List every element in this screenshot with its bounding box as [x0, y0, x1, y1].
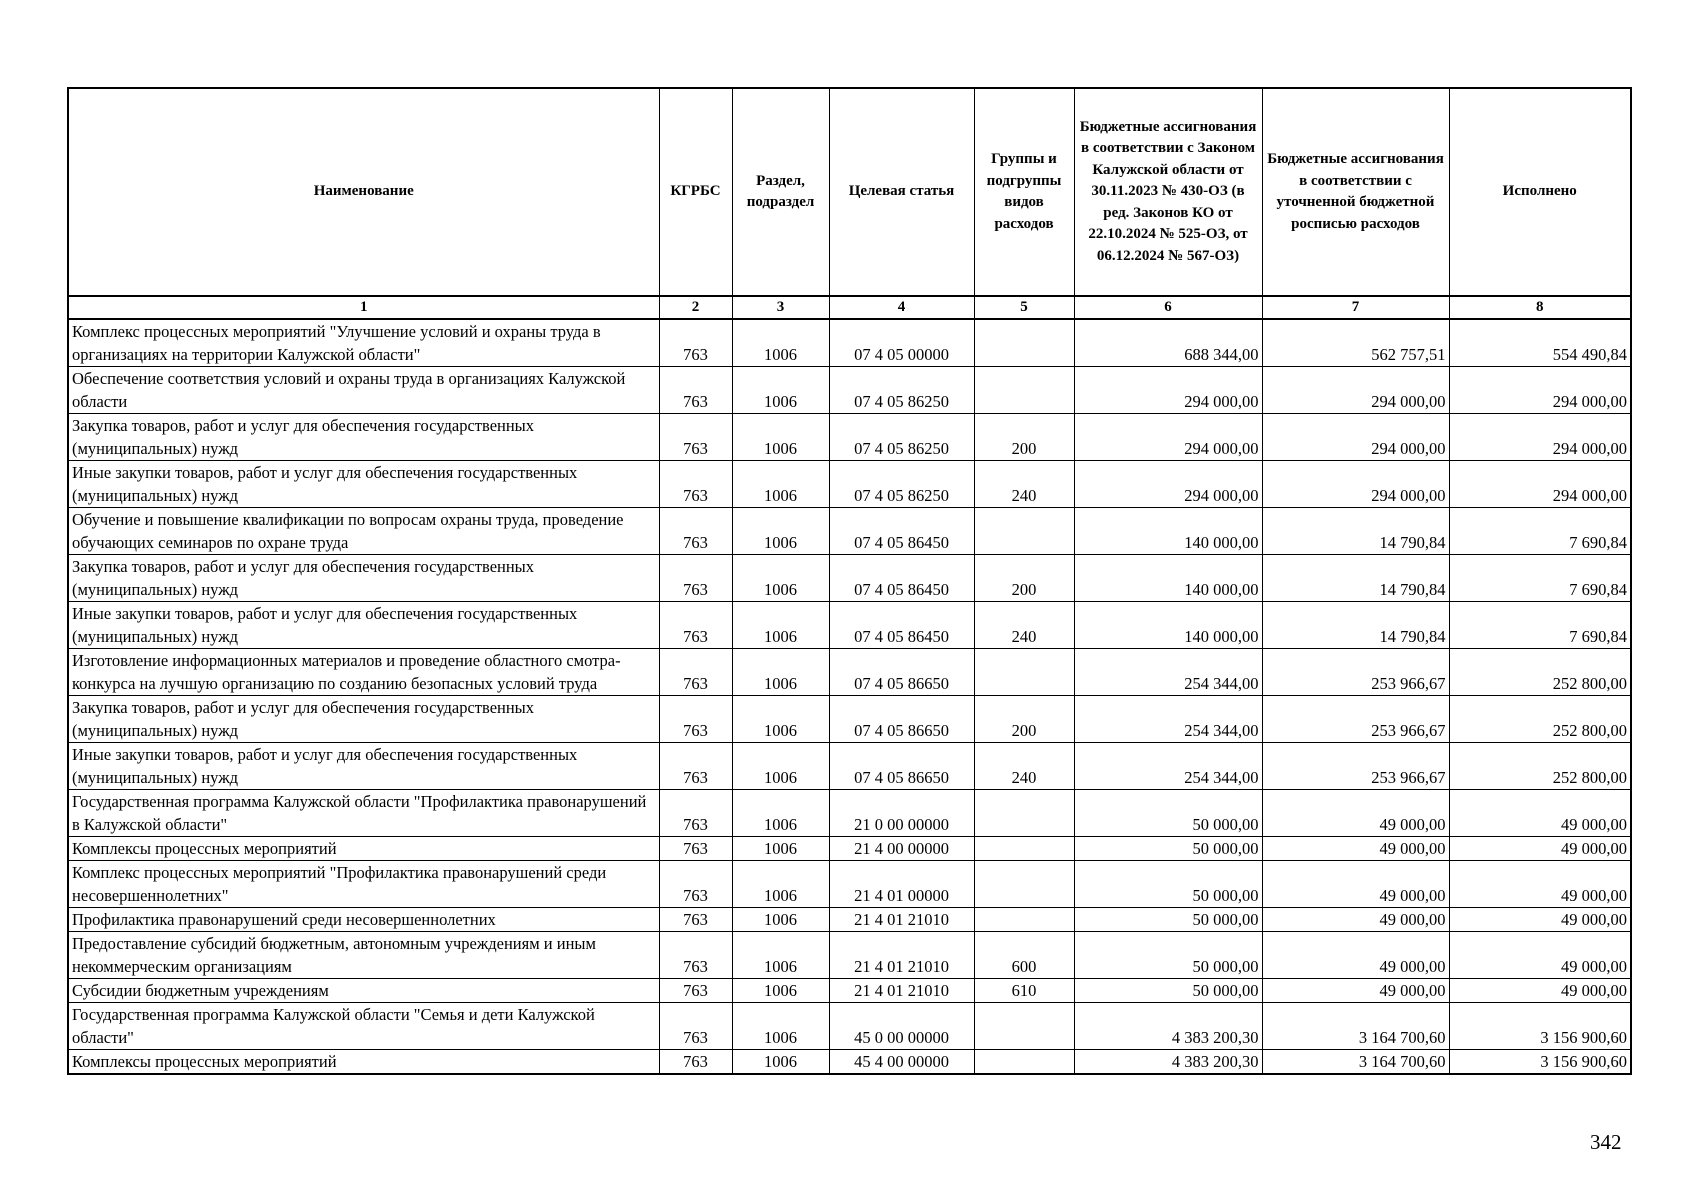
cell-kgrbs: 763 [659, 1050, 732, 1075]
cell-executed: 3 156 900,60 [1449, 1050, 1631, 1075]
cell-section: 1006 [732, 743, 829, 790]
cell-name: Обеспечение соответствия условий и охраны труда в организациях Калужской области [68, 367, 659, 414]
table-row [68, 861, 1631, 908]
cell-executed: 252 800,00 [1449, 743, 1631, 790]
cell-name: Закупка товаров, работ и услуг для обеспечения государственных (муниципальных) нужд [68, 696, 659, 743]
cell-law-allocations: 50 000,00 [1074, 932, 1262, 979]
column-number: 3 [732, 296, 829, 319]
table-row [68, 743, 1631, 790]
cell-law-allocations: 140 000,00 [1074, 602, 1262, 649]
cell-executed: 252 800,00 [1449, 696, 1631, 743]
cell-section: 1006 [732, 1003, 829, 1050]
cell-name: Закупка товаров, работ и услуг для обеспечения государственных (муниципальных) нужд [68, 414, 659, 461]
table-row [68, 508, 1631, 555]
cell-section: 1006 [732, 932, 829, 979]
cell-name: Профилактика правонарушений среди несовершеннолетних [68, 908, 659, 932]
cell-group [974, 649, 1074, 696]
cell-kgrbs: 763 [659, 461, 732, 508]
cell-refined-allocations: 253 966,67 [1262, 649, 1449, 696]
cell-refined-allocations: 253 966,67 [1262, 743, 1449, 790]
cell-target: 21 0 00 00000 [829, 790, 974, 837]
cell-kgrbs: 763 [659, 932, 732, 979]
page-number: 342 [1590, 1130, 1622, 1154]
table-row [68, 837, 1631, 861]
cell-section: 1006 [732, 979, 829, 1003]
cell-law-allocations: 688 344,00 [1074, 319, 1262, 367]
table-row [68, 319, 1631, 367]
table-row [68, 696, 1631, 743]
cell-group [974, 1003, 1074, 1050]
cell-kgrbs: 763 [659, 743, 732, 790]
table-row [68, 602, 1631, 649]
table-row [68, 367, 1631, 414]
cell-name: Субсидии бюджетным учреждениям [68, 979, 659, 1003]
table-body [68, 319, 1631, 1074]
cell-law-allocations: 254 344,00 [1074, 649, 1262, 696]
column-number: 2 [659, 296, 732, 319]
cell-law-allocations: 50 000,00 [1074, 861, 1262, 908]
cell-refined-allocations: 49 000,00 [1262, 979, 1449, 1003]
cell-group: 200 [974, 555, 1074, 602]
cell-section: 1006 [732, 908, 829, 932]
header-section: Раздел, подраздел [732, 88, 829, 296]
cell-executed: 49 000,00 [1449, 979, 1631, 1003]
cell-group: 240 [974, 602, 1074, 649]
cell-executed: 294 000,00 [1449, 461, 1631, 508]
cell-name: Закупка товаров, работ и услуг для обеспечения государственных (муниципальных) нужд [68, 555, 659, 602]
cell-group [974, 319, 1074, 367]
cell-law-allocations: 254 344,00 [1074, 743, 1262, 790]
cell-refined-allocations: 253 966,67 [1262, 696, 1449, 743]
cell-group [974, 861, 1074, 908]
cell-refined-allocations: 14 790,84 [1262, 555, 1449, 602]
cell-group: 240 [974, 461, 1074, 508]
cell-law-allocations: 50 000,00 [1074, 908, 1262, 932]
column-number: 6 [1074, 296, 1262, 319]
table-row [68, 649, 1631, 696]
cell-group: 240 [974, 743, 1074, 790]
cell-section: 1006 [732, 1050, 829, 1075]
cell-target: 07 4 05 86450 [829, 555, 974, 602]
cell-refined-allocations: 14 790,84 [1262, 508, 1449, 555]
cell-target: 07 4 05 86650 [829, 696, 974, 743]
cell-law-allocations: 50 000,00 [1074, 837, 1262, 861]
cell-refined-allocations: 3 164 700,60 [1262, 1050, 1449, 1075]
cell-kgrbs: 763 [659, 908, 732, 932]
cell-kgrbs: 763 [659, 837, 732, 861]
cell-refined-allocations: 49 000,00 [1262, 837, 1449, 861]
cell-name: Комплекс процессных мероприятий "Профилактика правонарушений среди несовершеннолетних" [68, 861, 659, 908]
cell-target: 21 4 00 00000 [829, 837, 974, 861]
cell-section: 1006 [732, 649, 829, 696]
cell-section: 1006 [732, 555, 829, 602]
cell-name: Иные закупки товаров, работ и услуг для обеспечения государственных (муниципальных) нужд [68, 461, 659, 508]
cell-refined-allocations: 294 000,00 [1262, 461, 1449, 508]
cell-executed: 49 000,00 [1449, 861, 1631, 908]
cell-refined-allocations: 49 000,00 [1262, 932, 1449, 979]
cell-target: 45 4 00 00000 [829, 1050, 974, 1075]
cell-section: 1006 [732, 319, 829, 367]
table-row [68, 461, 1631, 508]
cell-target: 07 4 05 00000 [829, 319, 974, 367]
cell-refined-allocations: 294 000,00 [1262, 367, 1449, 414]
cell-section: 1006 [732, 414, 829, 461]
cell-group: 600 [974, 932, 1074, 979]
cell-group: 610 [974, 979, 1074, 1003]
cell-kgrbs: 763 [659, 696, 732, 743]
cell-name: Изготовление информационных материалов и проведение областного смотра-конкурса на лучшую организацию по созданию безопасных условий труда [68, 649, 659, 696]
header-executed: Исполнено [1449, 88, 1631, 296]
cell-law-allocations: 4 383 200,30 [1074, 1003, 1262, 1050]
cell-law-allocations: 294 000,00 [1074, 414, 1262, 461]
cell-executed: 49 000,00 [1449, 837, 1631, 861]
cell-kgrbs: 763 [659, 979, 732, 1003]
header-target: Целевая статья [829, 88, 974, 296]
cell-law-allocations: 140 000,00 [1074, 508, 1262, 555]
cell-refined-allocations: 562 757,51 [1262, 319, 1449, 367]
cell-name: Государственная программа Калужской области "Семья и дети Калужской области" [68, 1003, 659, 1050]
cell-group: 200 [974, 696, 1074, 743]
cell-executed: 7 690,84 [1449, 555, 1631, 602]
column-number: 4 [829, 296, 974, 319]
table-row [68, 1003, 1631, 1050]
cell-name: Государственная программа Калужской области "Профилактика правонарушений в Калужской области" [68, 790, 659, 837]
cell-executed: 294 000,00 [1449, 414, 1631, 461]
cell-refined-allocations: 294 000,00 [1262, 414, 1449, 461]
cell-executed: 7 690,84 [1449, 602, 1631, 649]
cell-target: 21 4 01 21010 [829, 908, 974, 932]
header-name: Наименование [68, 88, 659, 296]
cell-section: 1006 [732, 861, 829, 908]
cell-kgrbs: 763 [659, 555, 732, 602]
cell-refined-allocations: 14 790,84 [1262, 602, 1449, 649]
cell-name: Комплексы процессных мероприятий [68, 837, 659, 861]
cell-refined-allocations: 49 000,00 [1262, 861, 1449, 908]
cell-name: Обучение и повышение квалификации по вопросам охраны труда, проведение обучающих семинаров по охране труда [68, 508, 659, 555]
table-row [68, 414, 1631, 461]
cell-executed: 49 000,00 [1449, 908, 1631, 932]
cell-law-allocations: 254 344,00 [1074, 696, 1262, 743]
cell-kgrbs: 763 [659, 602, 732, 649]
cell-group: 200 [974, 414, 1074, 461]
cell-group [974, 908, 1074, 932]
table-row [68, 555, 1631, 602]
column-number: 8 [1449, 296, 1631, 319]
cell-kgrbs: 763 [659, 367, 732, 414]
cell-executed: 49 000,00 [1449, 790, 1631, 837]
cell-target: 07 4 05 86650 [829, 743, 974, 790]
table-row [68, 908, 1631, 932]
cell-executed: 252 800,00 [1449, 649, 1631, 696]
cell-target: 07 4 05 86450 [829, 602, 974, 649]
header-refined-allocations: Бюджетные ассигнования в соответствии с уточненной бюджетной росписью расходов [1262, 88, 1449, 296]
cell-name: Комплекс процессных мероприятий "Улучшение условий и охраны труда в организациях на территории Калужской области" [68, 319, 659, 367]
column-numbers-row [68, 296, 1631, 319]
cell-section: 1006 [732, 508, 829, 555]
cell-law-allocations: 50 000,00 [1074, 979, 1262, 1003]
header-law-allocations: Бюджетные ассигнования в соответствии с Законом Калужской области от 30.11.2023 № 430-ОЗ (в ред. Законов КО от 22.10.2024 № 525-ОЗ, от 06.12.2024 № 567-ОЗ) [1074, 88, 1262, 296]
cell-section: 1006 [732, 837, 829, 861]
cell-refined-allocations: 49 000,00 [1262, 790, 1449, 837]
cell-kgrbs: 763 [659, 790, 732, 837]
cell-target: 07 4 05 86250 [829, 461, 974, 508]
cell-target: 07 4 05 86650 [829, 649, 974, 696]
cell-executed: 294 000,00 [1449, 367, 1631, 414]
column-number: 1 [68, 296, 659, 319]
cell-target: 21 4 01 21010 [829, 932, 974, 979]
cell-law-allocations: 50 000,00 [1074, 790, 1262, 837]
budget-table [67, 87, 1632, 1075]
cell-executed: 554 490,84 [1449, 319, 1631, 367]
cell-kgrbs: 763 [659, 508, 732, 555]
cell-target: 07 4 05 86450 [829, 508, 974, 555]
table-row [68, 790, 1631, 837]
header-kgrbs: КГРБС [659, 88, 732, 296]
cell-target: 45 0 00 00000 [829, 1003, 974, 1050]
cell-section: 1006 [732, 696, 829, 743]
cell-kgrbs: 763 [659, 414, 732, 461]
cell-kgrbs: 763 [659, 1003, 732, 1050]
header-group: Группы и подгруппы видов расходов [974, 88, 1074, 296]
cell-target: 07 4 05 86250 [829, 367, 974, 414]
cell-kgrbs: 763 [659, 861, 732, 908]
cell-group [974, 837, 1074, 861]
cell-name: Иные закупки товаров, работ и услуг для обеспечения государственных (муниципальных) нужд [68, 743, 659, 790]
cell-law-allocations: 294 000,00 [1074, 461, 1262, 508]
cell-name: Иные закупки товаров, работ и услуг для обеспечения государственных (муниципальных) нужд [68, 602, 659, 649]
cell-executed: 7 690,84 [1449, 508, 1631, 555]
cell-law-allocations: 140 000,00 [1074, 555, 1262, 602]
cell-name: Комплексы процессных мероприятий [68, 1050, 659, 1075]
table-row [68, 1050, 1631, 1075]
cell-refined-allocations: 3 164 700,60 [1262, 1003, 1449, 1050]
column-number: 5 [974, 296, 1074, 319]
header-row [68, 88, 1631, 296]
cell-kgrbs: 763 [659, 319, 732, 367]
cell-refined-allocations: 49 000,00 [1262, 908, 1449, 932]
cell-executed: 49 000,00 [1449, 932, 1631, 979]
cell-group [974, 1050, 1074, 1075]
cell-section: 1006 [732, 367, 829, 414]
cell-group [974, 790, 1074, 837]
cell-law-allocations: 294 000,00 [1074, 367, 1262, 414]
cell-name: Предоставление субсидий бюджетным, автономным учреждениям и иным некоммерческим организациям [68, 932, 659, 979]
cell-target: 21 4 01 00000 [829, 861, 974, 908]
table-row [68, 932, 1631, 979]
table-row [68, 979, 1631, 1003]
cell-law-allocations: 4 383 200,30 [1074, 1050, 1262, 1075]
cell-target: 21 4 01 21010 [829, 979, 974, 1003]
column-number: 7 [1262, 296, 1449, 319]
cell-group [974, 367, 1074, 414]
cell-section: 1006 [732, 602, 829, 649]
cell-group [974, 508, 1074, 555]
cell-target: 07 4 05 86250 [829, 414, 974, 461]
cell-kgrbs: 763 [659, 649, 732, 696]
cell-executed: 3 156 900,60 [1449, 1003, 1631, 1050]
cell-section: 1006 [732, 461, 829, 508]
cell-section: 1006 [732, 790, 829, 837]
